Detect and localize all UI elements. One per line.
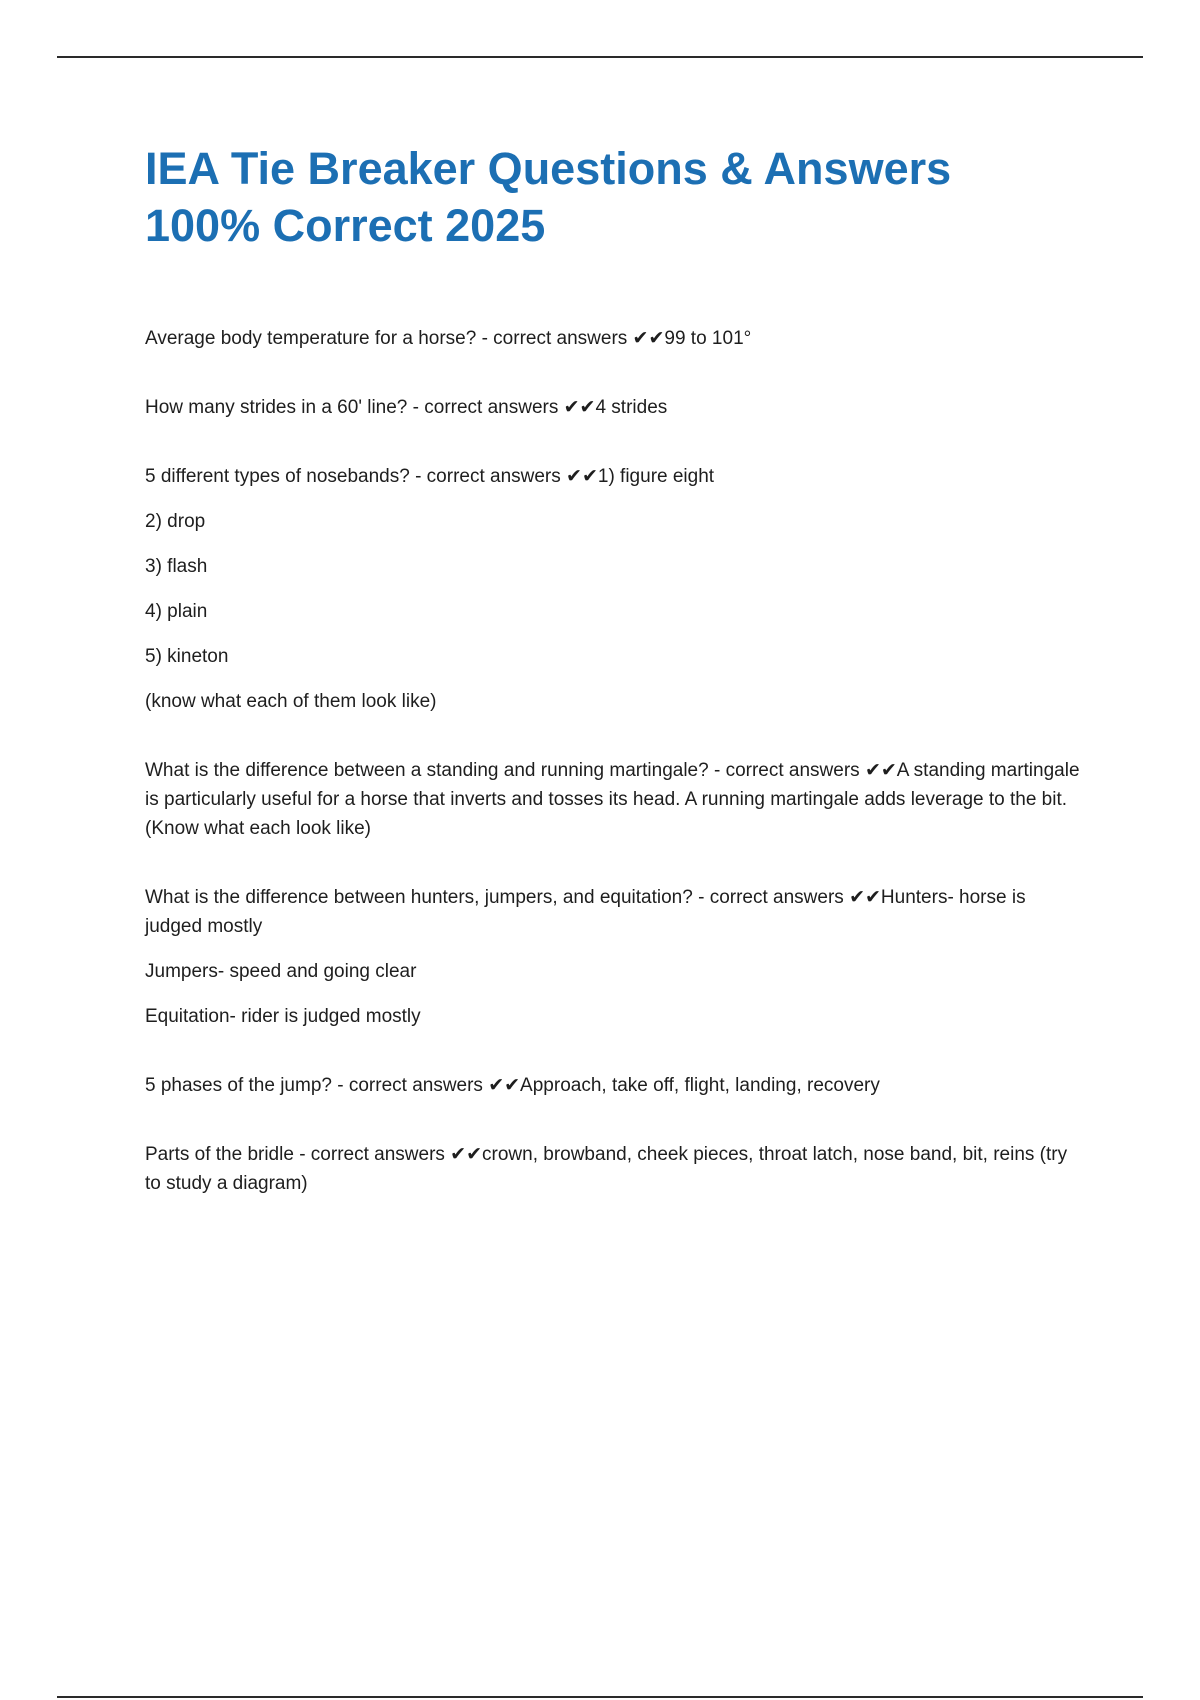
qa-text: 5 phases of the jump? - correct answers ✔✔Approach, take off, flight, landing, recovery <box>145 1075 880 1096</box>
qa-text: Parts of the bridle - correct answers ✔✔crown, browband, cheek pieces, throat latch, nose band, bit, reins (try to study a diagram) <box>145 1144 1068 1194</box>
qa-text: How many strides in a 60' line? - correct answers ✔✔4 strides <box>145 397 668 418</box>
qa-item <box>145 324 1085 353</box>
qa-item <box>145 756 1085 843</box>
qa-answer-line: Equitation- rider is judged mostly <box>145 1006 421 1027</box>
qa-item <box>145 462 1085 716</box>
qa-text: What is the difference between a standing and running martingale? - correct answers ✔✔A standing martingale is particularly useful for a horse that inverts and tosses its head. A running martingale adds leverage to the bit. (Know what each look like) <box>145 760 1080 839</box>
qa-text: 5 different types of nosebands? - correct answers ✔✔1) figure eight <box>145 466 715 487</box>
qa-answer-line: (know what each of them look like) <box>145 691 437 712</box>
qa-item <box>145 393 1085 422</box>
document-body <box>145 140 1085 1198</box>
qa-item <box>145 1071 1085 1100</box>
header-rule <box>57 56 1143 58</box>
qa-text: Average body temperature for a horse? - correct answers ✔✔99 to 101° <box>145 328 752 349</box>
footer-rule <box>57 1696 1143 1698</box>
qa-list <box>145 324 1085 1198</box>
qa-answer-line: 3) flash <box>145 556 208 577</box>
qa-item <box>145 883 1085 1031</box>
document-title: IEA Tie Breaker Questions & Answers 100% Correct 2025 <box>145 143 952 251</box>
qa-answer-line: 4) plain <box>145 601 208 622</box>
qa-answer-line: 2) drop <box>145 511 206 532</box>
qa-answer-line: 5) kineton <box>145 646 229 667</box>
qa-item <box>145 1140 1085 1198</box>
qa-answer-line: Jumpers- speed and going clear <box>145 961 417 982</box>
qa-text: What is the difference between hunters, jumpers, and equitation? - correct answers ✔✔Hunters- horse is judged mostly <box>145 887 1026 937</box>
